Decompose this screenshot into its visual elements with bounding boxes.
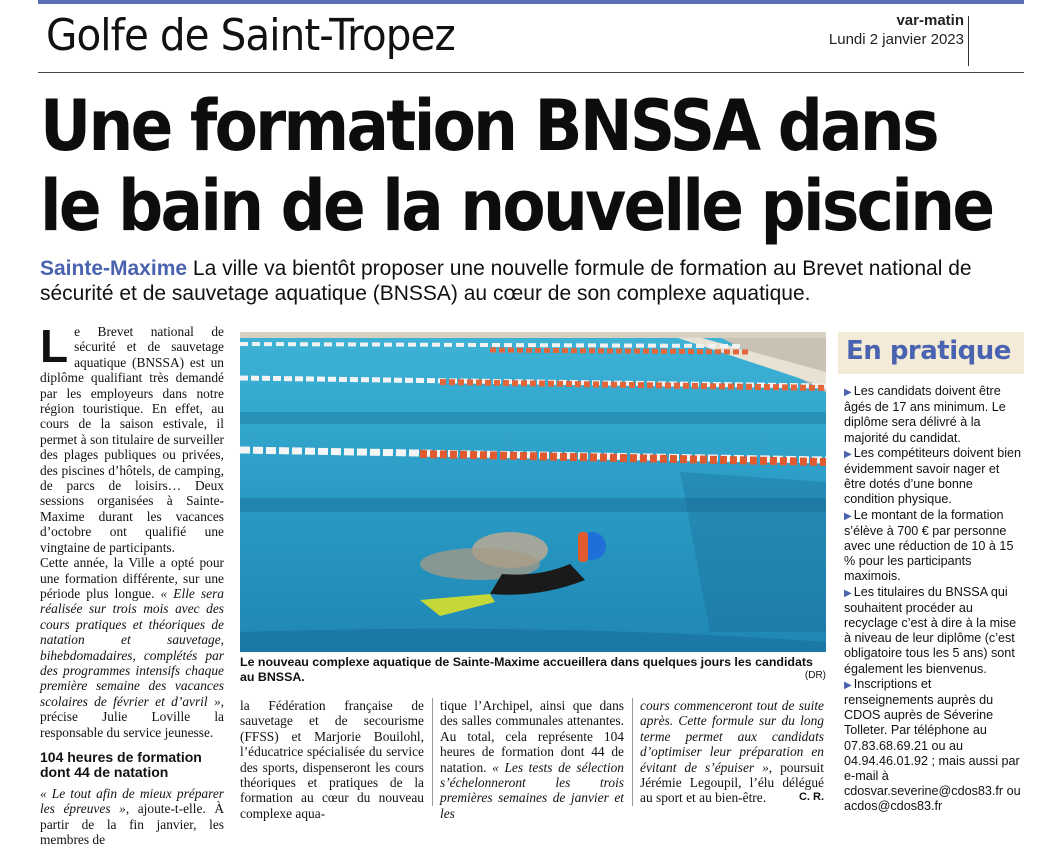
paragraph-3-quote: « Le tout afin de mieux préparer les épreuves » <box>40 785 224 817</box>
sidebar-item-text: Le montant de la formation s’élève à 700 € par personne avec une réduction de 10 à 15 % pour les participants maximois. <box>844 507 1014 584</box>
sidebar-item <box>844 446 1024 508</box>
article-subhead: 104 heures de formation dont 44 de natation <box>40 748 202 780</box>
headline-line-2: le bain de la nouvelle piscine <box>40 165 993 247</box>
section-title: Golfe de Saint-Tropez <box>46 10 455 61</box>
column-4-text: , poursuit Jérémie Legoupil, l’élu délégué au sport et au bien-être. <box>640 759 824 806</box>
paragraph-1 <box>40 320 224 555</box>
bullet-icon: ▶ <box>844 679 852 691</box>
paragraph-2 <box>40 555 224 740</box>
info-sidebar <box>838 332 1024 812</box>
paragraph-1-text: e Brevet national de sécurité et de sauvetage aquatique (BNSSA) est un diplôme qualifiant très demandé par les employeurs dans notre région touristique. En effet, au cours de la saison estivale, il permet à son titulaire de surveiller des plages publiques ou privées, des piscines d’hôtels, de camping, de parcs de loisirs… Deux sessions organisées à Sainte-Maxime durant les vacances d’octobre ont qualifié une vingtaine de participants. <box>40 324 224 555</box>
sidebar-item-text: Les titulaires du BNSSA qui souhaitent procéder au recyclage c’est à dire à la mise à niveau de leur diplôme (c’est obligatoire tous les 5 ans) sont également les bienvenus. <box>844 584 1017 676</box>
lead-place: Sainte-Maxime <box>40 257 188 280</box>
lead-text: La ville va bientôt proposer une nouvelle formule de formation au Brevet national de sécurité et de sauvetage aquatique (BNSSA) au cœur de son complexe aquatique. <box>40 257 972 305</box>
column-3-text: tique l’Archipel, ainsi que dans des salles communales attenantes. Au total, cela représente 104 heures de formation dont 44 de natation. <box>440 698 624 775</box>
photo-credit: (DR) <box>804 670 826 681</box>
sidebar-body <box>838 374 1024 815</box>
top-color-bar <box>38 0 1024 4</box>
column-3-quote: « Les tests de sélection s’échelonneront les trois premières semaines de janvier et les <box>440 759 624 821</box>
sidebar-item <box>844 585 1024 677</box>
bullet-icon: ▶ <box>844 510 852 522</box>
pool-illustration <box>240 332 826 652</box>
sidebar-item <box>844 677 1024 815</box>
sidebar-item <box>844 508 1024 585</box>
article-column-1 <box>40 320 225 848</box>
bullet-icon: ▶ <box>844 587 852 599</box>
column-divider <box>632 698 633 806</box>
paragraph-2-text-a: Cette année, la Ville a opté pour une formation différente, sur une période plus longue. <box>40 555 224 601</box>
publication-date: Lundi 2 janvier 2023 <box>828 31 964 48</box>
column-divider <box>432 698 433 806</box>
article-headline <box>40 85 993 247</box>
sidebar-title: En pratique <box>846 336 1011 366</box>
paragraph-2-text-b: , précise Julie Loville la responsable du service jeunesse. <box>40 693 224 740</box>
sidebar-item-text: Les compétiteurs doivent bien évidemment savoir nager et être dotés d’une bonne condition physique. <box>844 445 1022 507</box>
paragraph-3-text: , ajoute-t-elle. À partir de la fin janvier, les membres de <box>40 801 225 848</box>
sidebar-header <box>838 332 1024 374</box>
headline-line-1: Une formation BNSSA dans <box>40 85 937 167</box>
drop-cap: L <box>40 320 69 372</box>
sidebar-item-text: Inscriptions et renseignements auprès du CDOS auprès de Séverine Tolleter. Par téléphone au 07.83.68.69.21 ou au 04.94.46.01.92 ; mais aussi par e-mail à cdosvar.severine@cdos83.fr ou acdos@cdos83.fr <box>844 676 1021 814</box>
header-rule <box>38 72 1024 73</box>
column-4-quote: cours commenceront tout de suite après. Cette formule sur du long terme permet aux candidats d’optimiser leur préparation en évitant de s’épuiser » <box>640 698 824 775</box>
author-signature: C. R. <box>798 791 824 804</box>
bullet-icon: ▶ <box>844 448 852 460</box>
article-lead <box>40 256 1030 306</box>
sidebar-item-text: Les candidats doivent être âgés de 17 ans minimum. Le diplôme sera délivré à la majorité du candidat. <box>844 384 1006 445</box>
column-2-text: la Fédération française de sauvetage et de secourisme (FFSS) et Marjorie Bouilohl, l’éducatrice spécialisée du service des sports, dispenseront les cours théoriques et pratiques de la formation au cœur du nouveau complexe aqua- <box>240 698 424 821</box>
masthead <box>829 12 964 48</box>
paragraph-3 <box>40 786 224 848</box>
photo-caption: Le nouveau complexe aquatique de Sainte-Maxime accueillera dans quelques jours les candidats au BNSSA. <box>240 655 813 684</box>
article-column-2 <box>240 698 424 821</box>
paragraph-2-quote: « Elle sera réalisée sur trois mois avec des cours pratiques et théoriques de natation et sauvetage, bihebdomadaires, complétés par des programmes intensifs chaque première semaine des vacances scolaires de février et d’avril » <box>40 585 224 709</box>
pool-photo <box>240 332 826 652</box>
sidebar-item <box>844 384 1024 446</box>
newspaper-brand: var-matin <box>896 12 964 29</box>
article-column-4 <box>640 698 824 806</box>
article-column-3 <box>440 698 624 821</box>
masthead-divider <box>968 16 969 66</box>
bullet-icon: ▶ <box>844 387 852 398</box>
